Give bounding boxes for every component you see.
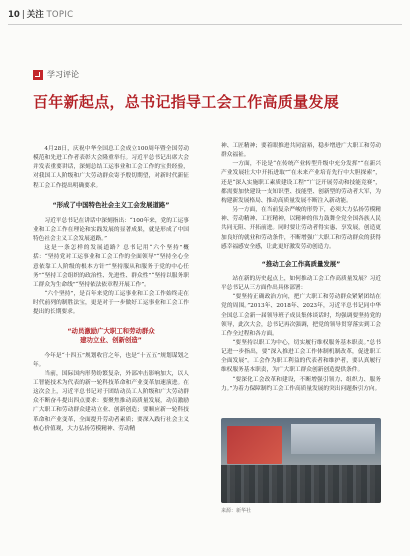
subheading-line: 建功立业、创新创造” <box>80 335 142 344</box>
paragraph: 一方面，不论是“在传统产业转型升级中充分发挥”“在新兴产业发展壮大中开拓进取”“在未来产业培育先行中大胆探索”，还是“深入实施职工素质建设工程”“广泛开展劳动和技能竞赛”，都需要加快建设一支知识型、技能型、创新型的劳动者大军，为构建新发展格局、推动高质量发展不断注入新动能。 <box>221 161 381 204</box>
subheading <box>33 327 189 345</box>
paragraph: “六个坚持”，是百年来党的工运事业和工会工作始终走在时代前列的制胜法宝，更是对于一步做好工运事业和工会工作提出的长期要求。 <box>33 291 189 316</box>
right-column <box>221 142 381 394</box>
paragraph: “要坚持以职工为中心，切实履行维权服务基本职责。”总书记进一步指出，要“深入推进工会工作体制机制改革，促进职工全面发展”。工会作为职工利益的代表者和维护者，要认真履行维权服务基本职责，为广大职工群众创新创造提供条件。 <box>221 339 381 374</box>
paragraph: “要坚持正确政治方向，把广大职工和劳动群众紧紧团结在党的周围。”2013年、2018年、2023年，习近平总书记同中华全国总工会新一届领导班子成员集体谈话时，均强调要坚持党的领导，此次大会，总书记再次强调，把党的领导贯穿落实到工会工作全过程和各方面。 <box>221 294 381 337</box>
photo-caption: 来源：新华社 <box>221 508 252 514</box>
article-title: 百年新起点，总书记指导工会工作高质量发展 <box>33 93 340 111</box>
paragraph: 今年是“十四五”规划收官之年，也是“十五五”规划谋划之年。 <box>33 352 189 368</box>
audience <box>221 465 381 503</box>
page-header: 10 | 关注 TOPIC <box>8 10 74 20</box>
subheading-line: “动员激励广大职工和劳动群众 <box>67 326 155 335</box>
paragraph: 站在新的历史起点上，如何推动工会工作高质量发展？习近平总书记从三方面作出具体部署： <box>221 275 381 292</box>
subheading: “形成了中国特色社会主义工会发展道路” <box>52 200 170 209</box>
paragraph: “要深化工会改革和建设，不断增强引领力、组织力、服务力。”为着力保障制约工会工作高质量发展的突出问题指引方向。 <box>221 376 381 392</box>
left-column <box>33 145 189 434</box>
paragraph: 当前，国际国内形势纷繁复杂，外部冲击影响加大，以人工智能技术为代表的新一轮科技革命和产业变革加速演进。在这次会上，习近平总书记对于团结动员工人阶级和广大劳动群众不断奋斗提出四点要求：要聚焦推动高质量发展，动员激励广大职工和劳动群众建功立业、创新创造；要顺应新一轮科技革命和产业变革，全面提升劳动者素质；要深入践行社会主义核心价值观，大力弘扬劳模精神、劳动精 <box>33 370 189 432</box>
column-label <box>33 69 79 80</box>
subheading: “推动工会工作高质量发展” <box>261 259 341 268</box>
conference-photo <box>221 418 381 503</box>
paragraph: 另一方面，在当前复杂严峻的形势下，必须大力弘扬劳模精神、劳动精神、工匠精神，以精神的伟力鼓舞全党全国各族人民共同无阻、开拓前进。同时要让劳动者得实惠、享发展，创造更加良好的就业和劳动条件，不断增强广大职工和劳动群众的获得感幸福感安全感，让此更好激发劳动创造力。 <box>221 207 381 250</box>
paragraph: 这是一条怎样的发展道路？总书记用“六个坚持”概括：“坚持党对工运事业和工会工作的全面领导”“坚持全心全意依靠工人阶级的根本方针”“坚持服从和服务于党的中心任务”“坚持工会组织的政治性、先进性、群众性”“坚持以服务职工群众为生命线”“坚持依法依章程开展工作”。 <box>33 245 189 288</box>
stage-screen <box>227 426 282 464</box>
section-name-en: TOPIC <box>46 10 74 20</box>
paragraph: 习近平总书记在讲话中深刻指出：“100年来，党的工运事业和工会工作在理论和实践发展的显著成果，就是形成了中国特色社会主义工会发展道路。” <box>33 217 189 243</box>
paragraph: 神、工匠精神；要着眼推进共同富裕，稳步增进广大职工和劳动群众福祉。 <box>221 143 381 159</box>
page-number: 10 <box>8 10 20 20</box>
header-divider <box>8 24 402 25</box>
section-name: 关注 <box>26 10 44 20</box>
paragraph: 4月28日，庆祝中华全国总工会成立100周年暨全国劳动模范和先进工作者表彰大会隆重举行。习近平总书记出席大会并发表重要讲话，深刻总结工运事业和工会工作的宝贵经验，对我国工人阶级和广大劳动群众寄予殷切期望，对新时代新征程工会工作提出明确要求。 <box>33 146 189 189</box>
stage-backdrop <box>291 424 375 454</box>
column-logo-icon <box>33 70 43 80</box>
column-label-text: 学习评论 <box>47 70 79 79</box>
